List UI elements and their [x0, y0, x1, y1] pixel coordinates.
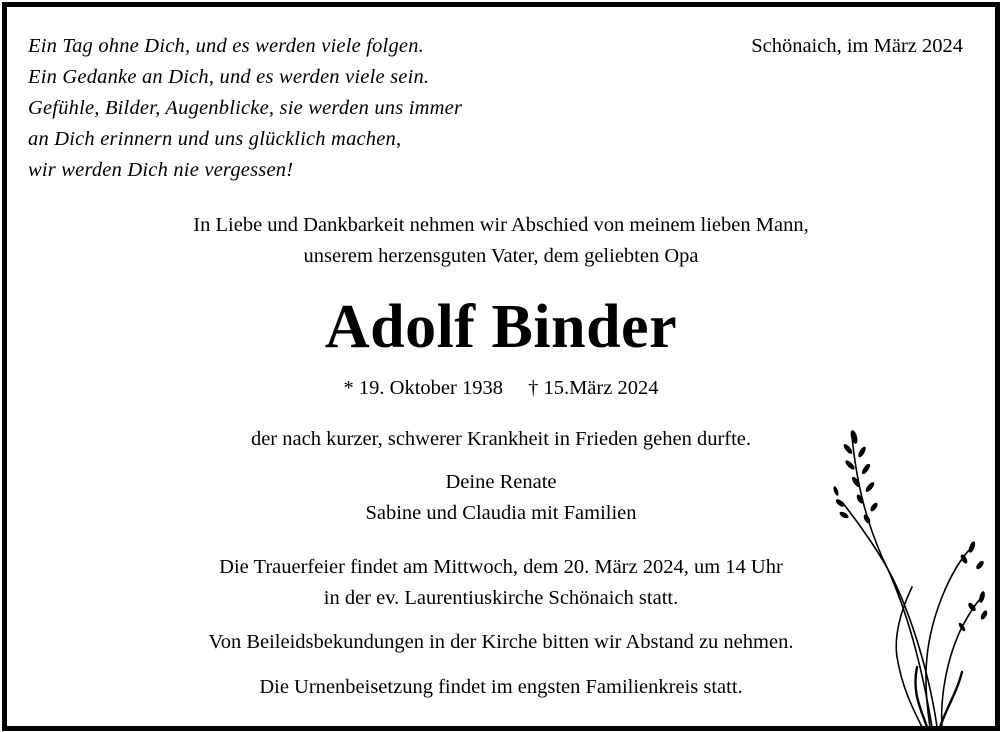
poem-line: wir werden Dich nie vergessen!	[28, 159, 294, 181]
condolence-note: Von Beileidsbekundungen in der Kirche bitten wir Abstand zu nehmen.	[208, 631, 794, 653]
memorial-poem	[28, 31, 462, 186]
deceased-name: Adolf Binder	[324, 293, 678, 361]
intro-line: unserem herzensguten Vater, dem geliebten Opa	[303, 245, 699, 267]
poem-line: Gefühle, Bilder, Augenblicke, sie werden uns immer	[28, 97, 463, 119]
mourner-line: Deine Renate	[445, 471, 557, 493]
obituary-notice	[2, 2, 1000, 731]
intro-line: In Liebe und Dankbarkeit nehmen wir Abschied von meinem lieben Mann,	[193, 214, 809, 236]
death-date: † 15.März 2024	[528, 377, 659, 399]
mourner-line: Sabine und Claudia mit Familien	[365, 502, 637, 524]
poem-line: Ein Gedanke an Dich, und es werden viele sein.	[28, 66, 430, 88]
passing-text: der nach kurzer, schwerer Krankheit in Frieden gehen durfte.	[250, 428, 752, 450]
birth-date: * 19. Oktober 1938	[343, 377, 503, 399]
poem-line: Ein Tag ohne Dich, und es werden viele folgen.	[28, 35, 424, 57]
urn-burial-note: Die Urnenbeisetzung findet im engsten Familienkreis statt.	[259, 676, 743, 698]
ceremony-line: in der ev. Laurentiuskirche Schönaich statt.	[323, 587, 679, 609]
intro-text	[7, 210, 995, 272]
life-dates	[7, 373, 995, 404]
place-and-date: Schönaich, im März 2024	[751, 35, 963, 57]
grass-icon	[812, 407, 992, 727]
poem-line: an Dich erinnern und uns glücklich machen,	[28, 128, 402, 150]
ceremony-line: Die Trauerfeier findet am Mittwoch, dem 20. März 2024, um 14 Uhr	[219, 556, 783, 578]
